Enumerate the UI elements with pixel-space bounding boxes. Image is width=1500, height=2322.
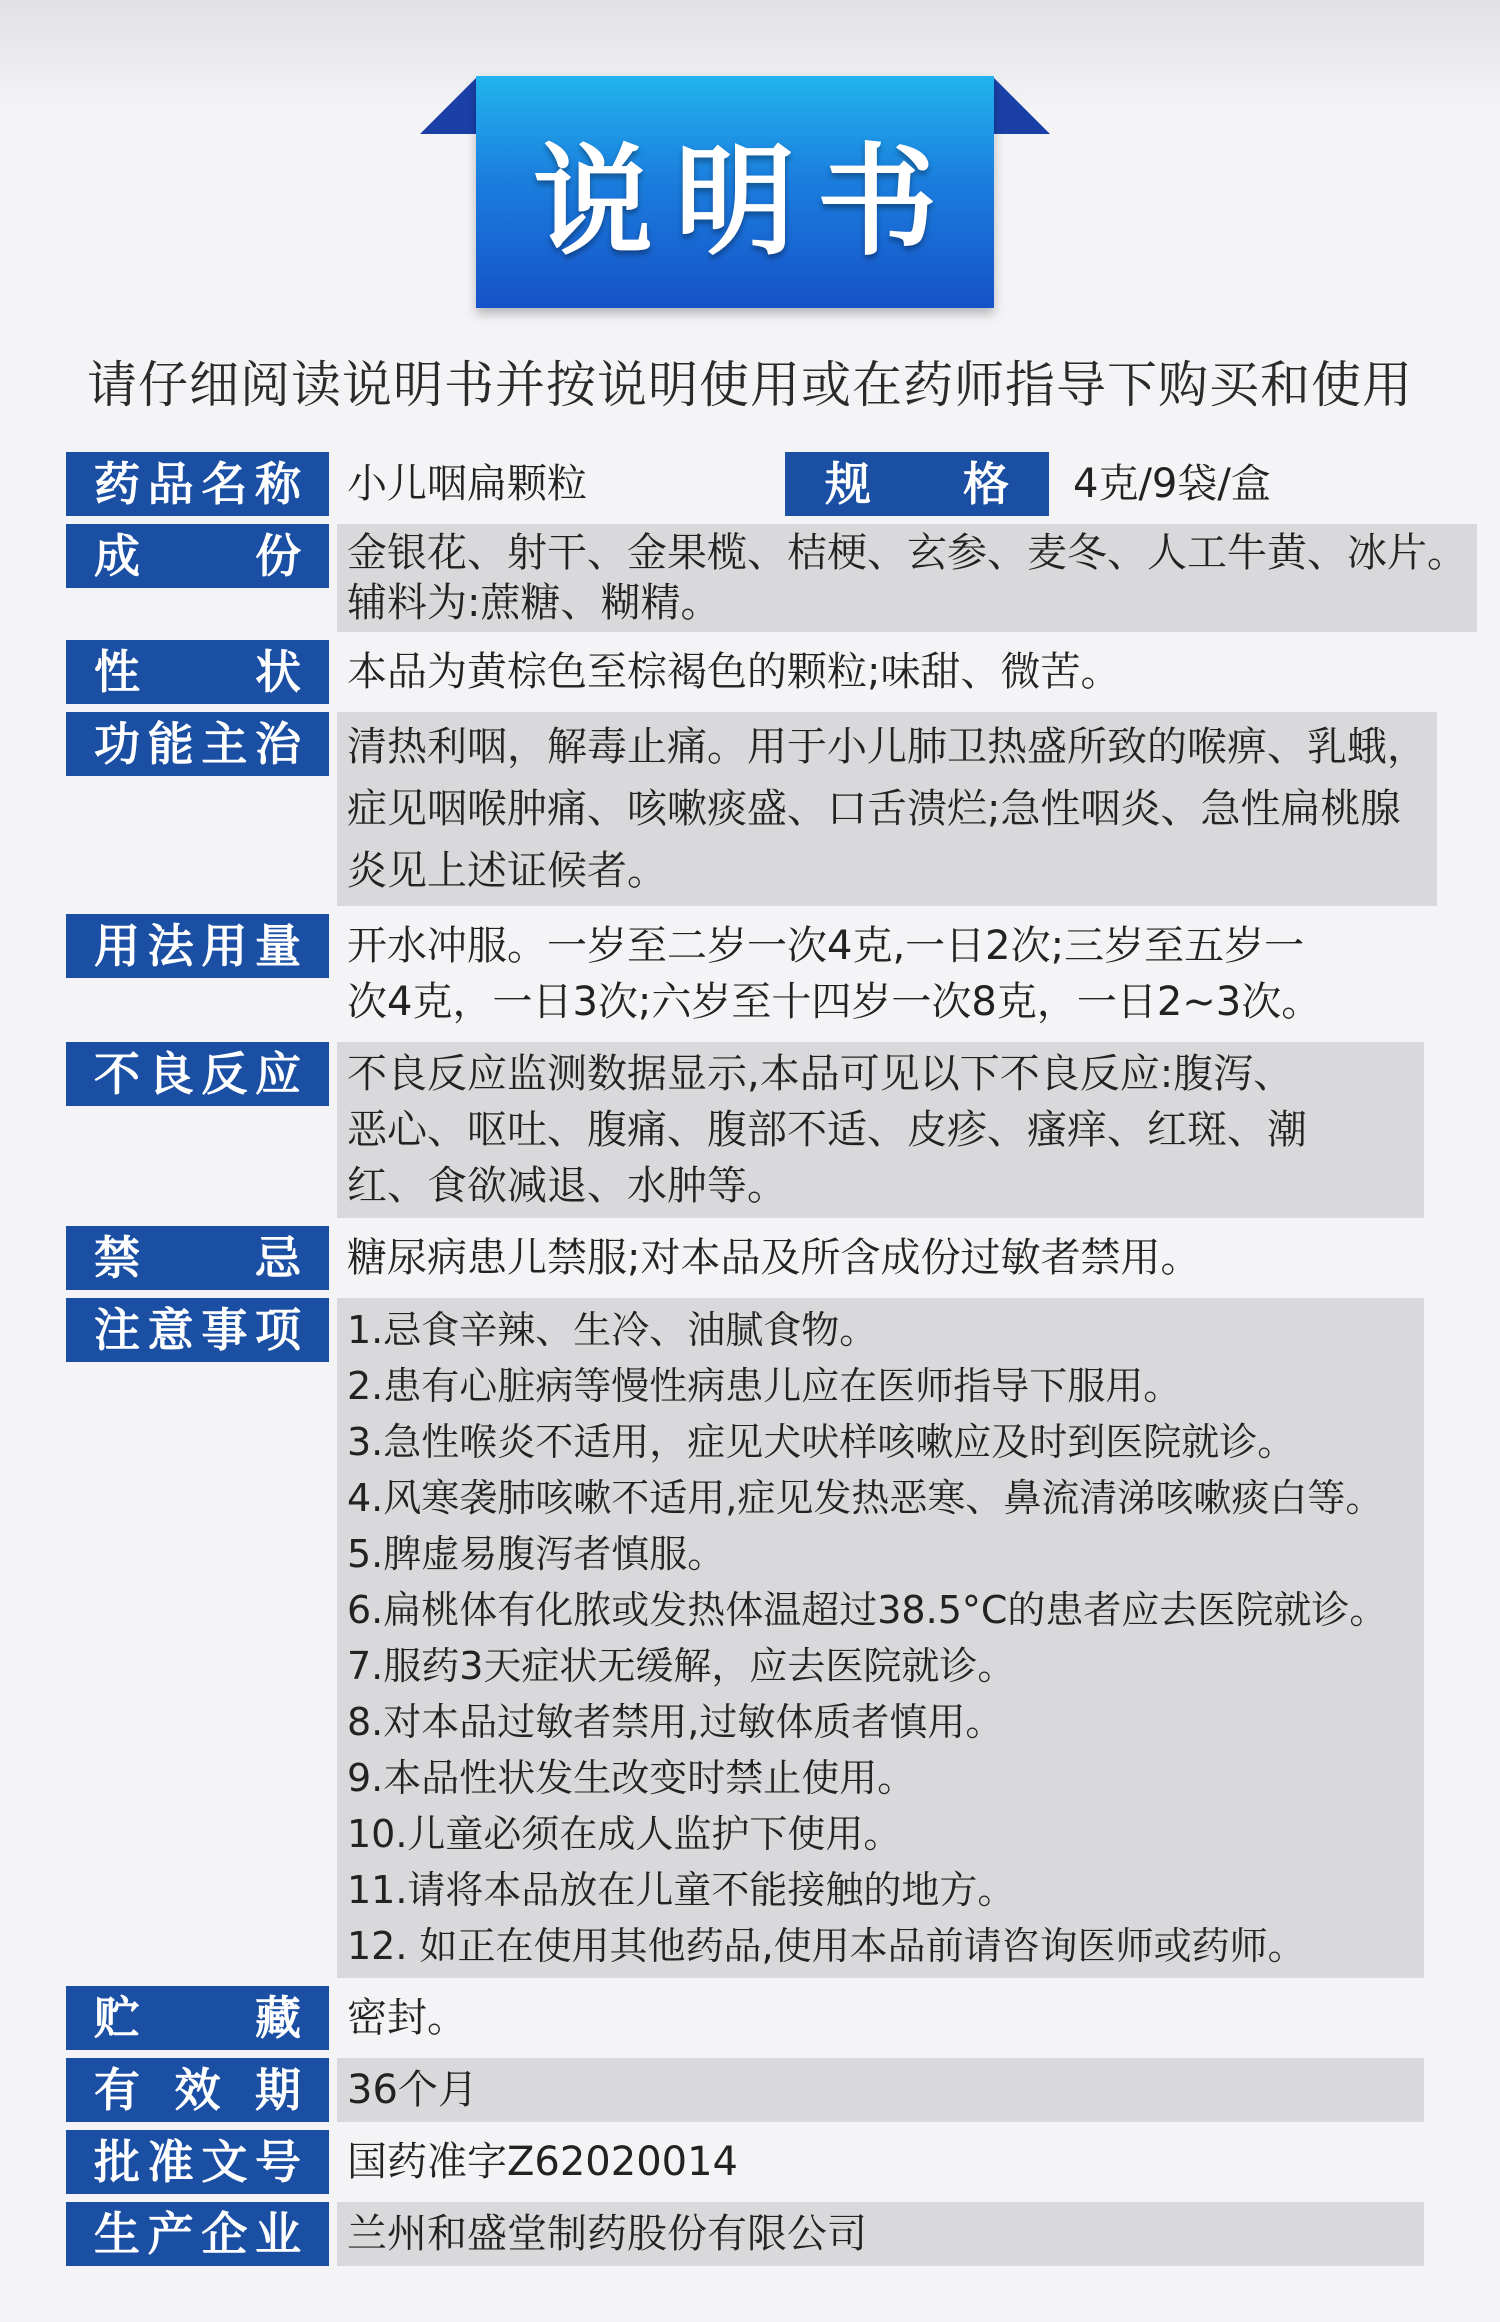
value-adverse-reactions: 不良反应监测数据显示,本品可见以下不良反应:腹泻、 恶心、呕吐、腹痛、腹部不适、皮疹、瘙痒、红斑、潮 红、食欲减退、水肿等。 <box>337 1042 1424 1218</box>
value-indications: 清热利咽，解毒止痛。用于小儿肺卫热盛所致的喉痹、乳蛾， 症见咽喉肿痛、咳嗽痰盛、口舌溃烂;急性咽炎、急性扁桃腺 炎见上述证候者。 <box>337 712 1437 906</box>
row-appearance <box>66 640 1424 704</box>
label-indications: 功 能 主 治 <box>66 712 329 776</box>
precaution-item: 9.本品性状发生改变时禁止使用。 <box>347 1756 916 1800</box>
value-spec: 4克/9袋/盒 <box>1073 461 1271 507</box>
precaution-item: 11.请将本品放在儿童不能接触的地方。 <box>347 1868 1016 1912</box>
label-contraindications: 禁 忌 <box>66 1226 329 1290</box>
row-approval-number <box>66 2130 1424 2194</box>
label-spec: 规 格 <box>785 452 1049 516</box>
label-drug-name: 药 品 名 称 <box>66 452 329 516</box>
precaution-item: 7.服药3天症状无缓解，应去医院就诊。 <box>347 1644 1016 1688</box>
value-shelf-life: 36个月 <box>337 2058 1424 2122</box>
row-precautions <box>66 1298 1424 1978</box>
value-drug-name: 小儿咽扁颗粒 <box>347 461 587 507</box>
precaution-item: 10.儿童必须在成人监护下使用。 <box>347 1812 902 1856</box>
label-dosage: 用 法 用 量 <box>66 914 329 978</box>
precaution-item: 3.急性喉炎不适用，症见犬吠样咳嗽应及时到医院就诊。 <box>347 1420 1296 1464</box>
precaution-item: 12. 如正在使用其他药品,使用本品前请咨询医师或药师。 <box>347 1924 1306 1968</box>
leaflet-table <box>66 452 1467 2274</box>
label-manufacturer: 生 产 企 业 <box>66 2202 329 2266</box>
value-dosage: 开水冲服。一岁至二岁一次4克,一日2次;三岁至五岁一 次4克，一日3次;六岁至十四岁一次8克，一日2~3次。 <box>347 923 1322 1025</box>
precaution-item: 8.对本品过敏者禁用,过敏体质者慎用。 <box>347 1700 1004 1744</box>
row-indications <box>66 712 1427 906</box>
banner-ribbon-right <box>994 78 1050 134</box>
precaution-item: 2.患有心脏病等慢性病患儿应在医师指导下服用。 <box>347 1364 1182 1408</box>
label-storage: 贮 藏 <box>66 1986 329 2050</box>
label-shelf-life: 有 效 期 <box>66 2058 329 2122</box>
title-banner <box>476 76 994 308</box>
row-adverse-reactions <box>66 1042 1424 1218</box>
label-precautions: 注 意 事 项 <box>66 1298 329 1362</box>
label-adverse-reactions: 不 良 反 应 <box>66 1042 329 1106</box>
instruction-subtitle: 请仔细阅读说明书并按说明使用或在药师指导下购买和使用 <box>87 356 1413 414</box>
precaution-item: 4.风寒袭肺咳嗽不适用,症见发热恶寒、鼻流清涕咳嗽痰白等。 <box>347 1476 1384 1520</box>
label-appearance: 性 状 <box>66 640 329 704</box>
row-contraindications <box>66 1226 1424 1290</box>
value-appearance: 本品为黄棕色至棕褐色的颗粒;味甜、微苦。 <box>347 649 1121 695</box>
row-ingredients <box>66 524 1467 632</box>
value-precautions <box>337 1298 1424 1978</box>
precaution-item: 5.脾虚易腹泻者慎服。 <box>347 1532 726 1576</box>
value-storage: 密封。 <box>347 1995 467 2041</box>
row-storage <box>66 1986 1424 2050</box>
row-shelf-life <box>66 2058 1424 2122</box>
label-ingredients: 成 份 <box>66 524 329 588</box>
precaution-item: 6.扁桃体有化脓或发热体温超过38.5°C的患者应去医院就诊。 <box>347 1588 1388 1632</box>
row-dosage <box>66 914 1424 1034</box>
banner-ribbon-left <box>420 78 476 134</box>
value-ingredients: 金银花、射干、金果榄、桔梗、玄参、麦冬、人工牛黄、冰片。 辅料为:蔗糖、糊精。 <box>337 524 1477 632</box>
value-approval-number: 国药准字Z62020014 <box>347 2139 738 2185</box>
label-approval-number: 批 准 文 号 <box>66 2130 329 2194</box>
precaution-item: 1.忌食辛辣、生冷、油腻食物。 <box>347 1308 878 1352</box>
row-manufacturer <box>66 2202 1424 2266</box>
value-contraindications: 糖尿病患儿禁服;对本品及所含成份过敏者禁用。 <box>347 1235 1201 1281</box>
page-title: 说明书 <box>533 133 959 272</box>
row-name-spec <box>66 452 1424 516</box>
value-manufacturer: 兰州和盛堂制药股份有限公司 <box>337 2202 1424 2266</box>
